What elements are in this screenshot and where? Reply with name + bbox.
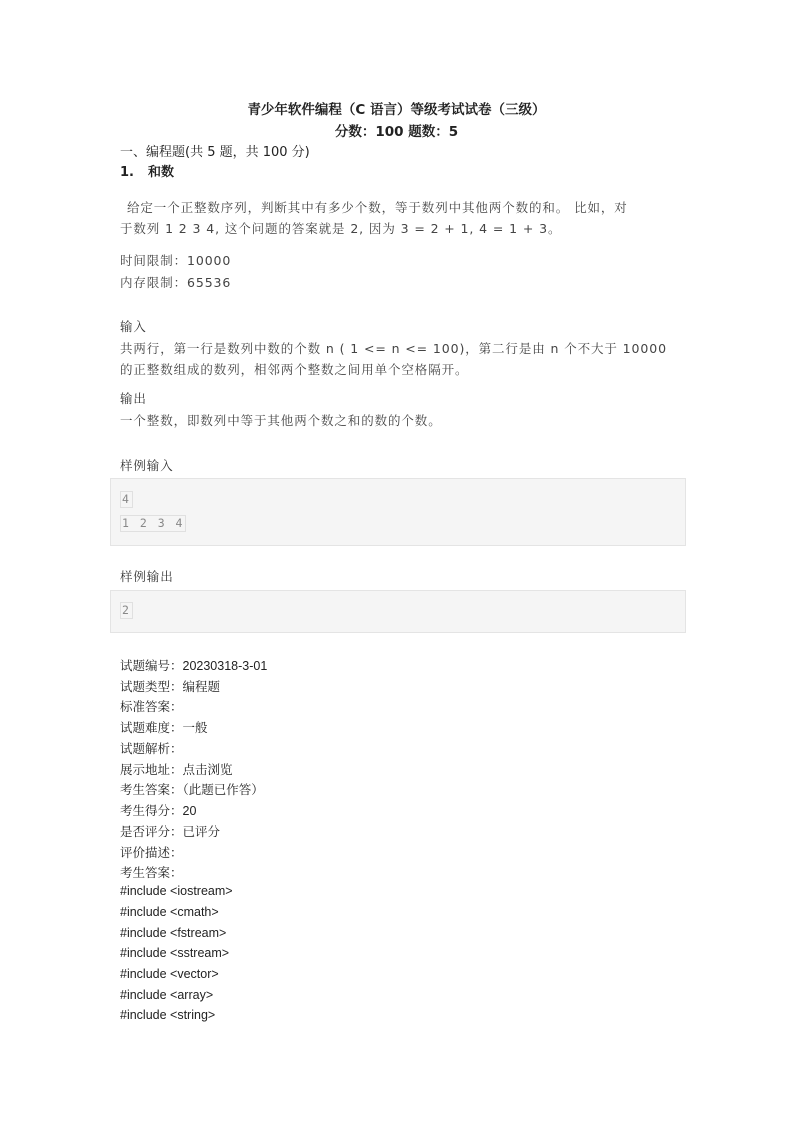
meta-standard-answer: 标准答案： [120,700,183,714]
meta-question-type: 试题类型：编程题 [120,680,221,694]
meta-difficulty: 试题难度：一般 [120,721,208,735]
question-title: 和数 [148,165,175,180]
input-heading: 输入 [120,319,147,334]
exam-score-summary: 分数：100 题数：5 [334,124,459,140]
output-description: 一个整数，即数列中等于其他两个数之和的数的个数。 [120,413,442,428]
question-heading [120,161,174,180]
sample-input-heading: 样例输入 [120,458,174,473]
sample-output-box [110,590,686,633]
meta-evaluation: 评价描述： [120,846,183,860]
code-line: #include <array> [120,988,214,1002]
code-line: #include <vector> [120,967,219,981]
question-number: 1. [120,165,134,180]
meta-candidate-score: 考生得分：20 [120,804,197,818]
code-line: #include <string> [120,1008,216,1022]
input-description-line-2: 的正整数组成的数列，相邻两个整数之间用单个空格隔开。 [120,362,469,377]
question-description-line-2: 于数列 1 2 3 4, 这个问题的答案就是 2, 因为 3 = 2 + 1, 4 = 1 + 3。 [120,221,562,236]
time-limit: 时间限制：10000 [120,253,232,268]
sample-output-heading: 样例输出 [120,569,174,584]
sample-output-line-1: 2 [122,603,131,617]
meta-candidate-answer-label: 考生答案： [120,866,183,880]
meta-graded-status: 是否评分：已评分 [120,825,221,839]
sample-input-line-2: 1 2 3 4 [122,516,185,530]
meta-display-link[interactable]: 展示地址：点击浏览 [120,763,233,777]
code-line: #include <iostream> [120,884,233,898]
sample-input-line-1: 4 [122,492,131,506]
input-description-line-1: 共两行，第一行是数列中数的个数 n ( 1 <= n <= 100)，第二行是由 n 个不大于 10000 [120,341,667,356]
meta-analysis: 试题解析： [120,742,183,756]
meta-candidate-answer-status: 考生答案：（此题已作答） [120,783,264,797]
output-heading: 输出 [120,391,147,406]
code-line: #include <fstream> [120,926,227,940]
exam-title: 青少年软件编程（C 语言）等级考试试卷（三级） [247,102,546,118]
section-heading: 一、编程题(共 5 题，共 100 分) [120,145,310,160]
meta-question-id: 试题编号：20230318-3-01 [120,659,268,673]
sample-input-box [110,478,686,546]
memory-limit: 内存限制：65536 [120,275,232,290]
question-description-line-1: 给定一个正整数序列，判断其中有多少个数，等于数列中其他两个数的和。 比如，对 [127,200,628,215]
code-line: #include <sstream> [120,946,230,960]
code-line: #include <cmath> [120,905,219,919]
